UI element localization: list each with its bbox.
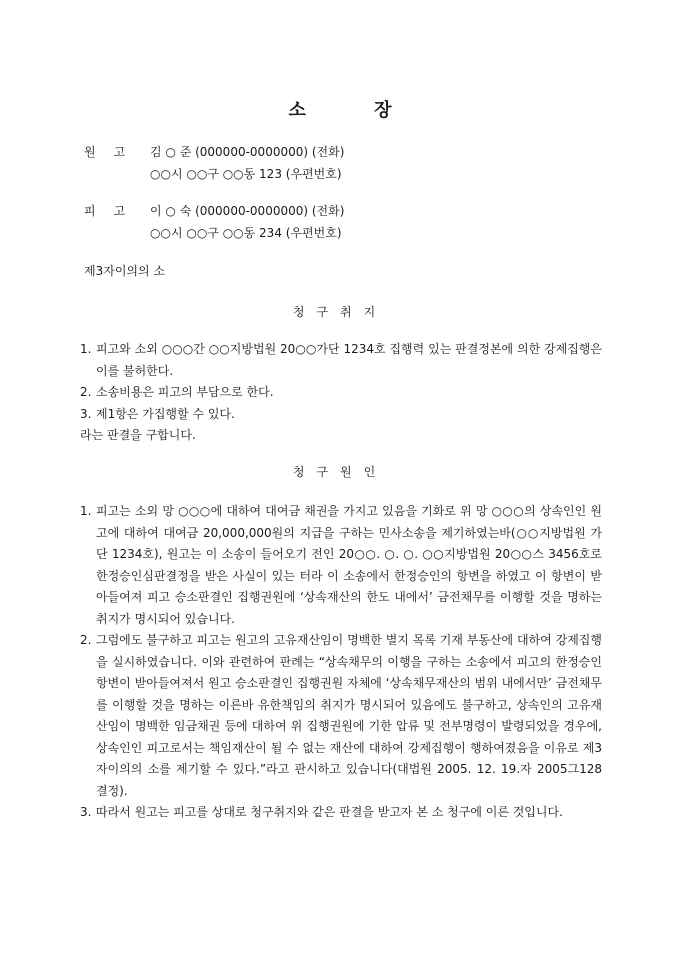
list-item xyxy=(80,802,602,824)
list-item xyxy=(80,339,602,382)
claim-closing: 라는 판결을 구합니다. xyxy=(80,428,196,442)
list-item xyxy=(80,404,602,426)
item-text: 제1항은 가집행할 수 있다. xyxy=(96,406,235,421)
plaintiff-role: 원고 xyxy=(84,145,144,159)
item-text: 소송비용은 피고의 부담으로 한다. xyxy=(96,385,274,399)
defendant-address: ○○시 ○○구 ○○동 234 (우편번호) xyxy=(150,226,342,240)
plaintiff-name: 김 ○ 준 (000000-0000000) (전화) xyxy=(150,145,345,159)
item-text: 피고와 소외 ○○○간 ○○지방법원 20○○가단 1234호 집행력 있는 판결정본에 의한 강제집행은 이를 불허한다. xyxy=(96,342,602,378)
plaintiff-block xyxy=(84,141,344,185)
item-number: 2. xyxy=(80,633,92,647)
defendant-role: 피고 xyxy=(84,204,144,218)
case-name: 제3자이의의 소 xyxy=(84,264,166,278)
item-text: 그럼에도 불구하고 피고는 원고의 고유재산임이 명백한 별지 목록 기재 부동산에 대하여 강제집행을 실시하였습니다. 이와 관련하여 판례는 “상속채무의 이행을 구하는 소송에서 피고의 한정승인 항변이 받아들여져서 원고 승소판결인 집행권원 자체에 ‘상속채무재산의 범위 내에서만’ 금전채무를 이행할 것을 명하는 이른바 유한책임의 취지가 명시되어 있음에도 불구하고, 상속인의 고유재산임이 명백한 임금채권 등에 대하여 위 집행권원에 기한 압류 및 전부명령이 발령되었을 경우에, 상속인인 피고로서는 책임재산이 될 수 없는 재산에 대하여 강제집행이 행하여졌음을 이유로 제3자이의의 소를 제기할 수 있다.”라고 판시하고 있습니다(대법원 2005. 12. 19.자 2005그128 결정). xyxy=(96,633,602,798)
claim-purpose-list xyxy=(80,339,602,447)
defendant-block xyxy=(84,200,344,244)
list-item xyxy=(80,501,602,630)
title-char-1: 소 xyxy=(288,100,306,121)
claim-purpose-heading: 청구취지 xyxy=(292,305,388,319)
item-number: 3. xyxy=(80,805,92,819)
item-number: 1. xyxy=(80,504,92,518)
title-char-2: 장 xyxy=(374,100,392,121)
item-text: 피고는 소외 망 ○○○에 대하여 대여금 채권을 가지고 있음을 기화로 위 망 ○○○의 상속인인 원고에 대하여 대여금 20,000,000원의 지급을 구하는 민사소송을 제기하였는바(○○지방법원 가단 1234호), 원고는 이 소송이 들어오기 전인 20○○. ○. ○. ○○지방법원 20○○스 3456호로 한정승인심판결정을 받은 사실이 있는 터라 이 소송에서 한정승인의 항변을 하였고 이 항변이 받아들여져 피고 승소판결인 집행권원에 ‘상속재산의 한도 내에서’ 금전채무를 이행할 것을 명하는 취지가 명시되어 있습니다. xyxy=(96,504,602,626)
item-number: 3. xyxy=(80,406,92,421)
item-number: 2. xyxy=(80,385,92,399)
list-item xyxy=(80,630,602,802)
claim-cause-list xyxy=(80,501,602,824)
item-text: 따라서 원고는 피고를 상대로 청구취지와 같은 판결을 받고자 본 소 청구에 이른 것입니다. xyxy=(96,805,563,819)
item-number: 1. xyxy=(80,342,92,356)
defendant-name: 이 ○ 숙 (000000-0000000) (전화) xyxy=(150,204,345,218)
document-title xyxy=(0,96,680,122)
list-item xyxy=(80,382,602,404)
claim-cause-heading: 청구원인 xyxy=(292,465,388,479)
plaintiff-address: ○○시 ○○구 ○○동 123 (우편번호) xyxy=(150,167,342,181)
